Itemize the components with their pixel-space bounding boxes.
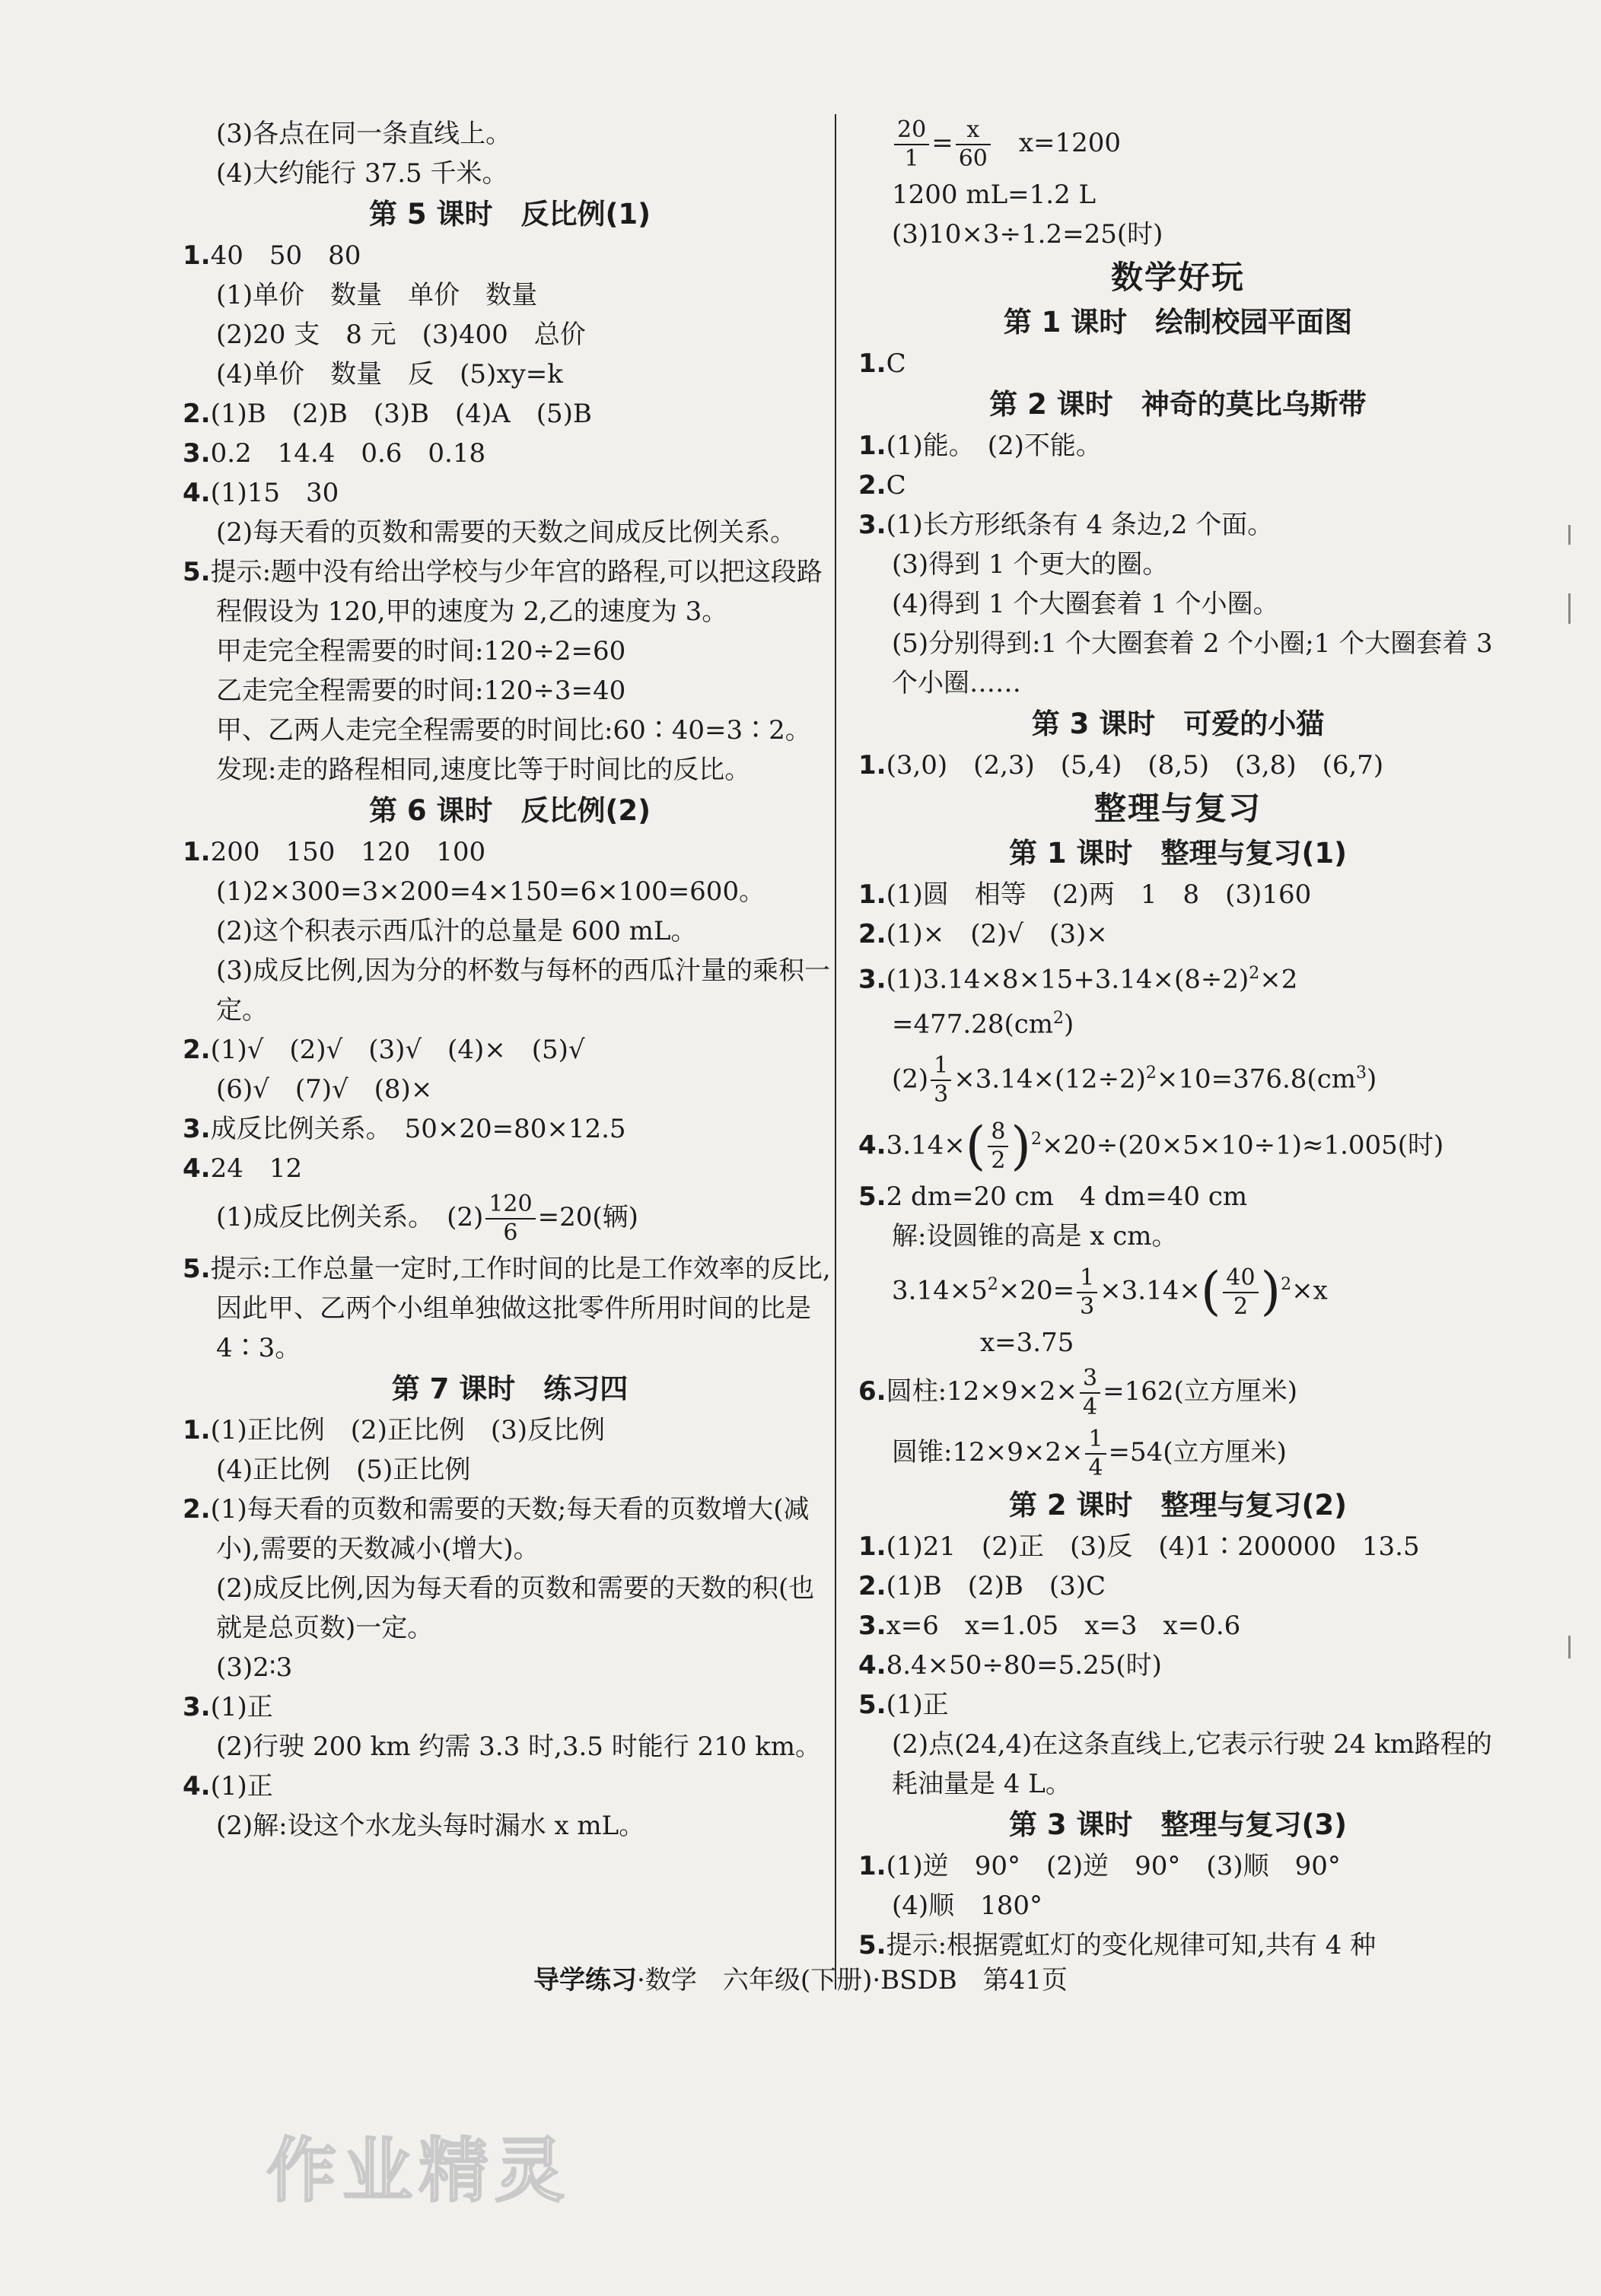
fraction-denominator: 4	[1088, 1454, 1103, 1481]
fraction	[1080, 1364, 1100, 1420]
answer-text: ×20=	[998, 1275, 1075, 1306]
answer-line: (3)2∶3	[216, 1652, 293, 1683]
fraction-denominator: 2	[1233, 1293, 1249, 1320]
question-number: 4.	[858, 1130, 886, 1161]
section-title: 第 1 课时 绘制校园平面图	[1003, 306, 1353, 339]
question-number: 3.	[858, 510, 886, 540]
fraction-numerator: 3	[1080, 1367, 1100, 1394]
fraction	[894, 116, 929, 172]
question-number: 3.	[858, 1610, 886, 1641]
answer-text: =162(立方厘米)	[1103, 1375, 1298, 1407]
question-number: 4.	[183, 1153, 211, 1184]
answer-line	[183, 1188, 837, 1249]
answer-text: =	[931, 128, 953, 158]
left-column	[183, 114, 837, 1846]
watermark: 作业精灵	[266, 2130, 571, 2212]
answer-line: (2)点(24,4)在这条直线上,它表示行驶 24 km路程的耗油量是 4 L。	[892, 1728, 1492, 1799]
superscript: 3	[1355, 1063, 1367, 1083]
fraction-numerator: 8	[988, 1121, 1008, 1147]
answer-text: 40 50 80	[210, 240, 361, 271]
fraction-numerator: 120	[485, 1193, 535, 1220]
question-number: 3.	[183, 438, 211, 469]
answer-text: (1)正	[210, 1692, 273, 1722]
fraction-denominator: 60	[958, 145, 988, 172]
fraction-denominator: 3	[934, 1080, 949, 1108]
left-paren: (	[965, 1116, 986, 1177]
answer-text: 圆柱:12×9×2×	[886, 1375, 1078, 1407]
answer-text: 3.14×	[886, 1130, 966, 1161]
question-number: 3.	[183, 1692, 211, 1722]
question-number: 3.	[183, 1114, 211, 1144]
answer-text: )	[1366, 1063, 1377, 1094]
fraction-numerator: 1	[1085, 1428, 1106, 1455]
answer-line: (2)每天看的页数和需要的天数之间成反比例关系。	[216, 517, 797, 548]
fraction	[956, 116, 991, 172]
left-paren: (	[1200, 1261, 1221, 1322]
question-number: 1.	[858, 348, 886, 379]
right-paren: )	[1260, 1261, 1281, 1322]
section-title: 第 2 课时 整理与复习(2)	[1008, 1488, 1348, 1522]
answer-line: 甲走完全程需要的时间:120÷2=60	[216, 636, 626, 666]
answer-line: (4)正比例 (5)正比例	[216, 1455, 471, 1485]
answer-text: =477.28(cm	[892, 1009, 1054, 1040]
answer-line: (4)得到 1 个大圈套着 1 个小圈。	[892, 589, 1279, 619]
answer-text: 提示:工作总量一定时,工作时间的比是工作效率的反比,因此甲、乙两个小组单独做这批零件所用时间的比是 4∶3。	[210, 1254, 831, 1363]
question-number: 5.	[858, 1689, 886, 1720]
section-title: 第 3 课时 可爱的小猫	[1031, 708, 1325, 740]
fraction-denominator: 6	[503, 1220, 518, 1246]
answer-line: (5)分别得到:1 个大圈套着 2 个小圈;1 个大圈套着 3 个小圈……	[892, 628, 1493, 698]
question-number: 5.	[858, 1181, 886, 1213]
answer-line: 解:设圆锥的高是 x cm。	[892, 1221, 1178, 1252]
question-number: 1.	[858, 1850, 886, 1881]
fraction	[1223, 1264, 1258, 1320]
scan-speck	[1568, 593, 1571, 624]
superscript: 2	[987, 1275, 998, 1295]
answer-text: (2)	[892, 1063, 929, 1094]
fraction	[1085, 1425, 1106, 1481]
page-footer	[0, 1961, 1601, 1999]
answer-text: (1)× (2)√ (3)×	[886, 919, 1108, 949]
question-number: 1.	[183, 240, 211, 271]
answer-text: ×2	[1259, 964, 1298, 995]
footer-brand: 导学练习	[533, 1965, 638, 1995]
answer-text: ×x	[1291, 1275, 1328, 1306]
answer-text: (1)逆 90° (2)逆 90° (3)顺 90°	[886, 1850, 1341, 1881]
answer-text: (1)每天看的页数和需要的天数;每天看的页数增大(减小),需要的天数减小(增大)。	[210, 1494, 810, 1564]
fraction	[988, 1118, 1008, 1175]
footer-text: ·数学 六年级(下册)·BSDB 第41页	[637, 1965, 1068, 1995]
section-title: 第 1 课时 整理与复习(1)	[1008, 837, 1348, 870]
part-title: 整理与复习	[1093, 790, 1262, 827]
fraction-denominator: 2	[991, 1147, 1006, 1175]
fraction-numerator: 40	[1223, 1267, 1258, 1293]
answer-line	[858, 114, 1498, 175]
question-number: 4.	[183, 1771, 211, 1802]
answer-text: 圆锥:12×9×2×	[892, 1436, 1084, 1468]
question-number: 2.	[183, 399, 211, 429]
answer-text: (1)正	[210, 1771, 273, 1802]
question-number: 5.	[183, 1254, 211, 1284]
section-title: 第 6 课时 反比例(2)	[368, 794, 651, 827]
answer-text: (1)能。 (2)不能。	[886, 431, 1102, 461]
answer-line: (1)2×300=3×200=4×150=6×100=600。	[216, 876, 765, 907]
answer-text: ×3.14×	[1100, 1275, 1201, 1306]
answer-line: (6)√ (7)√ (8)×	[216, 1074, 433, 1105]
answer-line: (2)20 支 8 元 (3)400 总价	[216, 320, 586, 350]
answer-line: 发现:走的路程相同,速度比等于时间比的反比。	[216, 755, 751, 785]
answer-line: (3)10×3÷1.2=25(时)	[892, 219, 1163, 250]
answer-text: 2 dm=20 cm 4 dm=40 cm	[886, 1181, 1248, 1213]
question-number: 1.	[858, 1531, 886, 1562]
question-number: 2.	[183, 1494, 211, 1525]
answer-line: 1200 mL=1.2 L	[892, 180, 1097, 210]
answer-line: (2)行驶 200 km 约需 3.3 时,3.5 时能行 210 km。	[216, 1732, 822, 1762]
question-number: 5.	[183, 557, 211, 587]
superscript: 2	[1145, 1063, 1157, 1083]
section-title: 第 5 课时 反比例(1)	[368, 198, 651, 231]
fraction-denominator: 1	[904, 145, 919, 172]
answer-text: =54(立方厘米)	[1108, 1436, 1287, 1468]
scan-speck	[1568, 525, 1571, 545]
fraction-denominator: 3	[1080, 1293, 1095, 1320]
section-title: 第 2 课时 神奇的莫比乌斯带	[989, 388, 1367, 421]
answer-text: C	[886, 470, 906, 501]
question-number: 2.	[183, 1035, 211, 1065]
answer-line: (1)单价 数量 单价 数量	[216, 280, 538, 310]
question-number: 1.	[858, 431, 886, 461]
answer-line: 甲、乙两人走完全程需要的时间比:60∶40=3∶2。	[216, 715, 811, 746]
question-number: 3.	[858, 964, 886, 995]
question-number: 6.	[858, 1375, 886, 1407]
fraction	[931, 1051, 951, 1108]
answer-text: (1)21 (2)正 (3)反 (4)1∶200000 13.5	[886, 1531, 1420, 1562]
answer-text: 3.14×5	[892, 1275, 988, 1306]
answer-text: )	[1064, 1009, 1074, 1040]
answer-text: 0.2 14.4 0.6 0.18	[210, 438, 486, 469]
answer-text: ×3.14×(12÷2)	[953, 1063, 1146, 1094]
answer-line: (3)成反比例,因为分的杯数与每杯的西瓜汁量的乘积一定。	[216, 956, 830, 1026]
answer-text: (1)成反比例关系。 (2)	[216, 1202, 484, 1232]
answer-line: (3)各点在同一条直线上。	[216, 119, 512, 149]
answer-text: (1)圆 相等 (2)两 1 8 (3)160	[886, 879, 1312, 910]
section-title: 第 7 课时 练习四	[391, 1372, 629, 1405]
answer-text: ×20÷(20×5×10÷1)≈1.005(时)	[1041, 1130, 1444, 1161]
answer-line: (2)这个积表示西瓜汁的总量是 600 mL。	[216, 916, 697, 946]
answer-line: x=3.75	[980, 1327, 1074, 1358]
right-paren: )	[1011, 1116, 1031, 1177]
answer-line: 乙走完全程需要的时间:120÷3=40	[216, 676, 626, 706]
question-number: 1.	[183, 1415, 211, 1445]
part-title: 数学好玩	[1110, 259, 1245, 296]
answer-line: (3)得到 1 个更大的圈。	[892, 549, 1169, 580]
question-number: 2.	[858, 1570, 886, 1601]
answer-text: (1)√ (2)√ (3)√ (4)× (5)√	[210, 1035, 585, 1065]
answer-text: 200 150 120 100	[210, 837, 486, 867]
answer-line: (2)解:设这个水龙头每时漏水 x mL。	[216, 1811, 645, 1841]
answer-text: 24 12	[210, 1153, 303, 1184]
answer-text: 提示:题中没有给出学校与少年宫的路程,可以把这段路程假设为 120,甲的速度为 2,乙的速度为 3。	[210, 557, 823, 627]
answer-text: (1)长方形纸条有 4 条边,2 个面。	[886, 510, 1274, 540]
answer-text: x=6 x=1.05 x=3 x=0.6	[886, 1610, 1241, 1641]
answer-text: 成反比例关系。 50×20=80×12.5	[210, 1114, 626, 1144]
answer-text: 8.4×50÷80=5.25(时)	[886, 1649, 1162, 1681]
superscript: 2	[1030, 1129, 1042, 1149]
question-number: 2.	[858, 919, 886, 949]
fraction-numerator: 20	[894, 119, 929, 145]
answer-text: (1)正	[886, 1689, 949, 1720]
fraction	[485, 1193, 535, 1245]
question-number: 1.	[858, 750, 886, 781]
answer-line: (4)顺 180°	[892, 1890, 1043, 1921]
answer-text: (1)B (2)B (3)C	[886, 1570, 1106, 1601]
answer-text: (1)正比例 (2)正比例 (3)反比例	[210, 1415, 606, 1445]
answer-line: (4)大约能行 37.5 千米。	[216, 158, 508, 189]
answer-text: C	[886, 348, 906, 379]
superscript: 2	[1053, 1009, 1065, 1029]
fraction-numerator: 1	[931, 1054, 951, 1081]
question-number: 4.	[183, 478, 211, 508]
superscript: 2	[1281, 1275, 1292, 1295]
question-number: 1.	[858, 879, 886, 910]
answer-text: (1)15 30	[210, 478, 339, 508]
scan-speck	[1568, 1636, 1571, 1658]
fraction	[1077, 1264, 1097, 1320]
section-title: 第 3 课时 整理与复习(3)	[1008, 1808, 1348, 1841]
question-number: 4.	[858, 1649, 886, 1681]
superscript: 2	[1249, 964, 1260, 983]
fraction-numerator: x	[956, 119, 991, 145]
question-number: 1.	[183, 837, 211, 867]
answer-text: (1)3.14×8×15+3.14×(8÷2)	[886, 964, 1249, 995]
right-column	[858, 114, 1498, 1965]
fraction-denominator: 4	[1083, 1393, 1098, 1420]
answer-line: (4)单价 数量 反 (5)xy=k	[216, 359, 563, 390]
answer-line: (2)成反比例,因为每天看的页数和需要的天数的积(也就是总页数)一定。	[216, 1573, 815, 1643]
answer-text: ×10=376.8(cm	[1156, 1063, 1356, 1094]
answer-text: (3,0) (2,3) (5,4) (8,5) (3,8) (6,7)	[886, 750, 1384, 781]
answer-text: x=1200	[992, 128, 1122, 158]
question-number: 5.	[858, 1929, 886, 1961]
answer-text: 提示:根据霓虹灯的变化规律可知,共有 4 种	[886, 1929, 1377, 1961]
question-number: 2.	[858, 470, 886, 501]
answer-text: (1)B (2)B (3)B (4)A (5)B	[210, 399, 592, 429]
answer-text: =20(辆)	[537, 1202, 638, 1232]
fraction-numerator: 1	[1077, 1267, 1097, 1293]
